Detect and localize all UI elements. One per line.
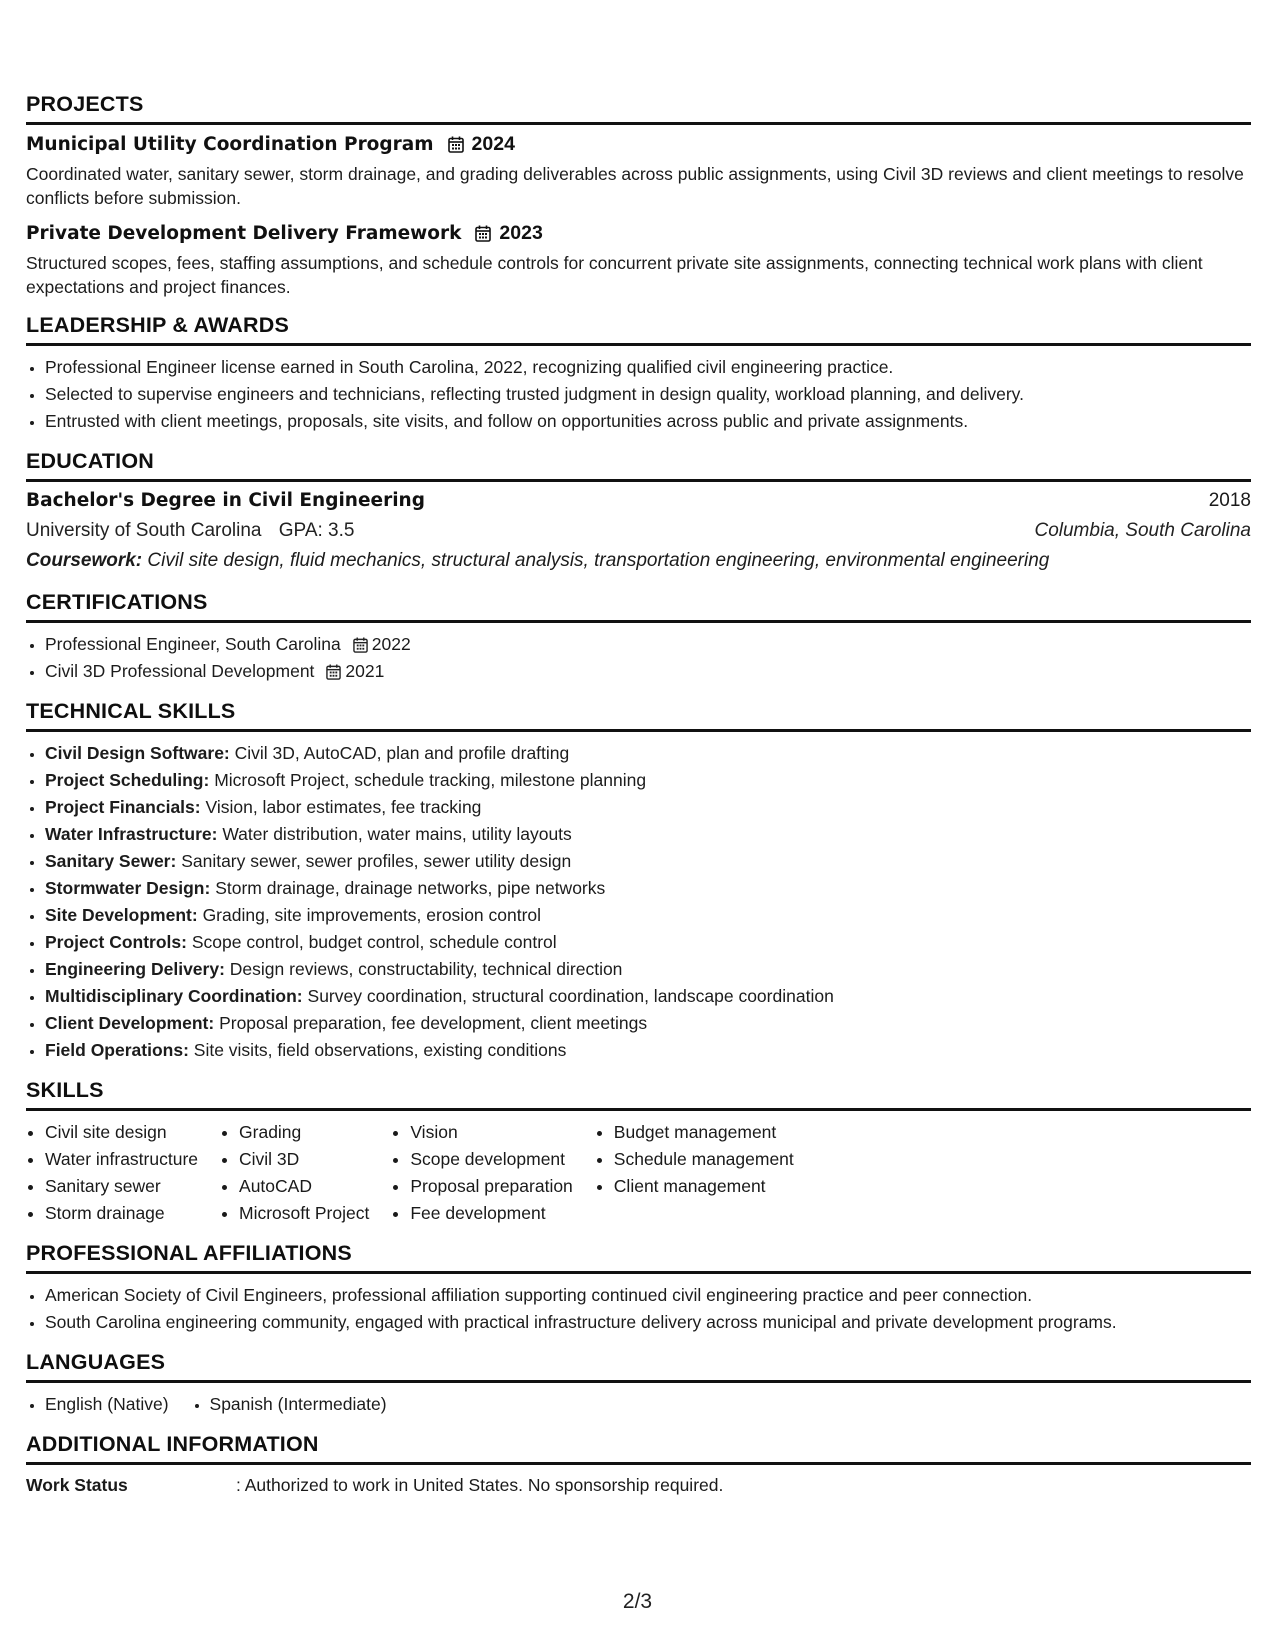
technical-skills-section — [26, 699, 1251, 1064]
skill-values: Site visits, field observations, existing conditions — [193, 1040, 567, 1060]
certification-year: 2022 — [371, 634, 411, 654]
section-title-technical-skills: TECHNICAL SKILLS — [26, 699, 1251, 732]
skills-column — [220, 1119, 369, 1227]
skill-category: Water Infrastructure: — [45, 824, 218, 844]
skill-category: Sanitary Sewer: — [45, 851, 177, 871]
list-item: • Professional Engineer license earned in South Carolina, 2022, recognizing qualified civil engineering practice. — [45, 354, 1251, 381]
coursework — [26, 550, 1251, 572]
list-item — [45, 929, 1251, 956]
education-section — [26, 449, 1251, 572]
leadership-section — [26, 313, 1251, 435]
list-item: • Fee development — [410, 1200, 572, 1227]
calendar-icon — [353, 637, 368, 653]
skill-values: Vision, labor estimates, fee tracking — [205, 797, 482, 817]
list-item — [45, 848, 1251, 875]
section-title-affiliations: PROFESSIONAL AFFILIATIONS — [26, 1241, 1251, 1274]
skill-category: Civil Design Software: — [45, 743, 230, 763]
skill-category: Client Development: — [45, 1013, 215, 1033]
list-item — [45, 794, 1251, 821]
list-item: • Civil 3D — [239, 1146, 369, 1173]
list-item — [45, 983, 1251, 1010]
list-item: • South Carolina engineering community, engaged with practical infrastructure delivery across municipal and private development programs. — [45, 1309, 1251, 1336]
project-description: Structured scopes, fees, staffing assumptions, and schedule controls for concurrent private site assignments, connecting technical work plans with client expectations and project finances. — [26, 253, 1203, 297]
list-item: • American Society of Civil Engineers, professional affiliation supporting continued civil engineering practice and peer connection. — [45, 1282, 1251, 1309]
calendar-icon — [475, 225, 491, 242]
list-item — [45, 658, 1251, 685]
project-year: 2023 — [499, 222, 543, 244]
list-item: • Client management — [614, 1173, 794, 1200]
section-title-leadership: LEADERSHIP & AWARDS — [26, 313, 1251, 346]
certification-name: • Civil 3D Professional Development — [45, 661, 315, 681]
list-item — [45, 1010, 1251, 1037]
additional-info-row — [26, 1473, 1251, 1497]
skill-category: Engineering Delivery: — [45, 959, 225, 979]
list-item: • Sanitary sewer — [45, 1173, 198, 1200]
skill-values: Grading, site improvements, erosion control — [202, 905, 542, 925]
degree: Bachelor's Degree in Civil Engineering — [26, 490, 425, 511]
list-item: • Vision — [410, 1119, 572, 1146]
list-item: • Schedule management — [614, 1146, 794, 1173]
skills-column — [26, 1119, 198, 1227]
list-item: • Scope development — [410, 1146, 572, 1173]
project-item — [26, 133, 1251, 210]
calendar-icon — [326, 664, 341, 680]
school-name: University of South Carolina — [26, 520, 262, 541]
list-item — [45, 1037, 1251, 1064]
list-item: • Spanish (Intermediate) — [210, 1391, 387, 1418]
projects-section — [26, 92, 1251, 299]
languages-section — [26, 1350, 1251, 1418]
list-item: • Budget management — [614, 1119, 794, 1146]
section-title-additional-info: ADDITIONAL INFORMATION — [26, 1432, 1251, 1465]
project-description: Coordinated water, sanitary sewer, storm drainage, and grading deliverables across public assignments, using Civil 3D reviews and client meetings to resolve conflicts before submission. — [26, 164, 1244, 208]
skill-values: Storm drainage, drainage networks, pipe networks — [215, 878, 606, 898]
section-title-skills: SKILLS — [26, 1078, 1251, 1111]
list-item: • Entrusted with client meetings, proposals, site visits, and follow on opportunities across public and private assignments. — [45, 408, 1251, 435]
list-item — [45, 631, 1251, 658]
list-item: • AutoCAD — [239, 1173, 369, 1200]
list-item: • Water infrastructure — [45, 1146, 198, 1173]
skill-category: Site Development: — [45, 905, 198, 925]
work-status-value: : Authorized to work in United States. No sponsorship required. — [236, 1475, 724, 1495]
school-location: Columbia, South Carolina — [1034, 520, 1251, 541]
list-item: • Storm drainage — [45, 1200, 198, 1227]
project-name: Municipal Utility Coordination Program — [26, 134, 434, 155]
additional-info-section — [26, 1432, 1251, 1497]
skill-values: Sanitary sewer, sewer profiles, sewer utility design — [181, 851, 572, 871]
list-item — [45, 767, 1251, 794]
skill-category: Field Operations: — [45, 1040, 189, 1060]
certification-year: 2021 — [345, 661, 385, 681]
affiliations-section — [26, 1241, 1251, 1336]
skill-values: Design reviews, constructability, technical direction — [229, 959, 623, 979]
skill-category: Project Scheduling: — [45, 770, 210, 790]
gpa: GPA: 3.5 — [278, 520, 355, 541]
resume-page — [26, 92, 1251, 1511]
work-status-label: Work Status — [26, 1475, 128, 1495]
list-item: • Selected to supervise engineers and technicians, reflecting trusted judgment in design quality, workload planning, and delivery. — [45, 381, 1251, 408]
certifications-section — [26, 590, 1251, 685]
section-title-projects: PROJECTS — [26, 92, 1251, 125]
skill-category: Project Financials: — [45, 797, 201, 817]
list-item — [45, 821, 1251, 848]
list-item — [45, 902, 1251, 929]
skill-values: Microsoft Project, schedule tracking, milestone planning — [214, 770, 647, 790]
list-item: • Microsoft Project — [239, 1200, 369, 1227]
list-item: • Civil site design — [45, 1119, 198, 1146]
section-title-languages: LANGUAGES — [26, 1350, 1251, 1383]
coursework-text: Civil site design, fluid mechanics, structural analysis, transportation engineering, environmental engineering — [147, 550, 1050, 571]
project-year: 2024 — [471, 133, 515, 155]
skill-category: Stormwater Design: — [45, 878, 211, 898]
coursework-label: Coursework: — [26, 550, 143, 571]
graduation-year: 2018 — [1208, 490, 1251, 511]
list-item: • Grading — [239, 1119, 369, 1146]
list-item — [45, 956, 1251, 983]
section-title-certifications: CERTIFICATIONS — [26, 590, 1251, 623]
skill-values: Water distribution, water mains, utility layouts — [222, 824, 572, 844]
skill-category: Project Controls: — [45, 932, 187, 952]
list-item — [45, 740, 1251, 767]
section-title-education: EDUCATION — [26, 449, 1251, 482]
page-number: 2/3 — [622, 1590, 653, 1613]
certification-name: • Professional Engineer, South Carolina — [45, 634, 341, 654]
skill-category: Multidisciplinary Coordination: — [45, 986, 303, 1006]
list-item: • English (Native) — [45, 1391, 169, 1418]
skill-values: Scope control, budget control, schedule control — [191, 932, 557, 952]
list-item — [45, 875, 1251, 902]
skill-values: Civil 3D, AutoCAD, plan and profile drafting — [234, 743, 570, 763]
project-name: Private Development Delivery Framework — [26, 223, 462, 244]
skill-values: Proposal preparation, fee development, client meetings — [219, 1013, 648, 1033]
skills-section — [26, 1078, 1251, 1227]
skills-column — [391, 1119, 572, 1227]
skills-column — [595, 1119, 794, 1227]
calendar-icon — [448, 136, 464, 153]
skills-grid — [26, 1119, 1251, 1227]
project-item — [26, 222, 1251, 299]
list-item: • Proposal preparation — [410, 1173, 572, 1200]
skill-values: Survey coordination, structural coordination, landscape coordination — [307, 986, 834, 1006]
